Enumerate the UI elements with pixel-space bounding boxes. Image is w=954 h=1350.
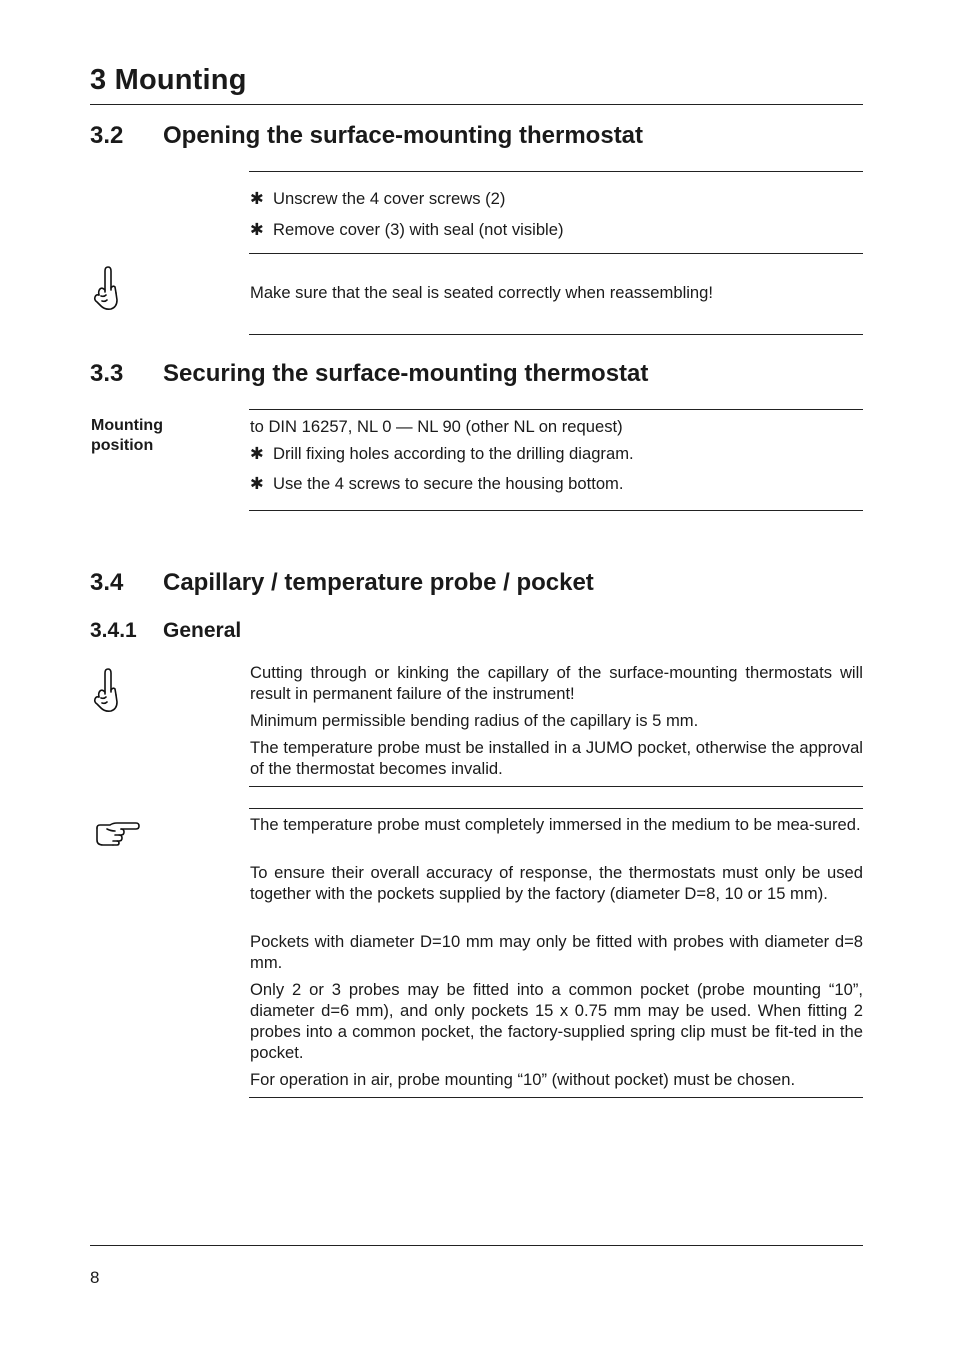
mounting-position-label (91, 416, 163, 456)
divider (249, 171, 863, 172)
accuracy-text: To ensure their overall accuracy of response, the thermostats must only be used together with the pockets supplied by the factory (diameter D=8, 10 or 15 mm). (250, 863, 863, 903)
air-operation-text: For operation in air, probe mounting “10” (without pocket) must be chosen. (250, 1070, 796, 1089)
list-item-text: Remove cover (3) with seal (not visible) (273, 220, 564, 239)
bullet-icon: ✱ (250, 220, 264, 239)
subsection-number: 3.4.1 (90, 619, 137, 642)
pointing-hand-icon (95, 820, 141, 848)
subsection-3-4-1-heading (90, 619, 241, 643)
common-pocket-text: Only 2 or 3 probes may be fitted into a common pocket (probe mounting “10”, diameter d=6 mm), and only pockets 15 x 0.75 mm may be used. When fitting 2 probes into a common pocket, the factory-supplied spring clip must be fit-ted in the pocket. (250, 980, 863, 1062)
divider (249, 1097, 863, 1098)
immersion-text: The temperature probe must completely immersed in the medium to be mea-sured. (250, 815, 861, 834)
divider (249, 786, 863, 787)
bullet-icon: ✱ (250, 444, 264, 463)
section-number: 3.4 (90, 569, 124, 596)
pocket-approval-text: The temperature probe must be installed in a JUMO pocket, otherwise the approval of the thermostat becomes invalid. (250, 738, 863, 778)
label-line: Mounting (91, 417, 163, 434)
bending-radius-text: Minimum permissible bending radius of the capillary is 5 mm. (250, 711, 699, 730)
page-number: 8 (90, 1268, 100, 1287)
section-3-2-heading (90, 122, 643, 150)
section-number: 3.2 (90, 122, 124, 149)
subsection-title: General (163, 619, 242, 642)
divider (249, 334, 863, 335)
section-3-4-heading (90, 569, 594, 597)
list-item-text: Drill fixing holes according to the drilling diagram. (273, 444, 634, 463)
raised-index-finger-icon (92, 266, 122, 312)
chapter-title: 3 Mounting (90, 64, 247, 96)
divider (249, 253, 863, 254)
list-item (250, 219, 564, 240)
section-title: Opening the surface-mounting thermostat (163, 122, 644, 149)
section-title: Securing the surface-mounting thermostat (163, 360, 649, 387)
label-line: position (91, 437, 154, 454)
list-item (250, 443, 634, 464)
pocket-diameter-text: Pockets with diameter D=10 mm may only be fitted with probes with diameter d=8 mm. (250, 932, 863, 972)
divider (249, 409, 863, 410)
section-number: 3.3 (90, 360, 124, 387)
bullet-icon: ✱ (250, 474, 264, 493)
footer-rule (90, 1245, 863, 1246)
bullet-icon: ✱ (250, 189, 264, 208)
list-item-text: Unscrew the 4 cover screws (2) (273, 189, 506, 208)
chapter-rule (90, 104, 863, 105)
divider (249, 510, 863, 511)
divider (249, 808, 863, 809)
list-item (250, 188, 505, 209)
list-item (250, 473, 624, 494)
section-3-3-heading (90, 360, 648, 388)
list-item-text: Use the 4 screws to secure the housing bottom. (273, 474, 624, 493)
raised-index-finger-icon (92, 668, 122, 714)
section-title: Capillary / temperature probe / pocket (163, 569, 594, 596)
reassembly-note: Make sure that the seal is seated correctly when reassembling! (250, 283, 714, 302)
mounting-standard-text: to DIN 16257, NL 0 — NL 90 (other NL on request) (250, 417, 623, 436)
capillary-warning: Cutting through or kinking the capillary of the surface-mounting thermostats will result in permanent failure of the instrument! (250, 663, 863, 703)
